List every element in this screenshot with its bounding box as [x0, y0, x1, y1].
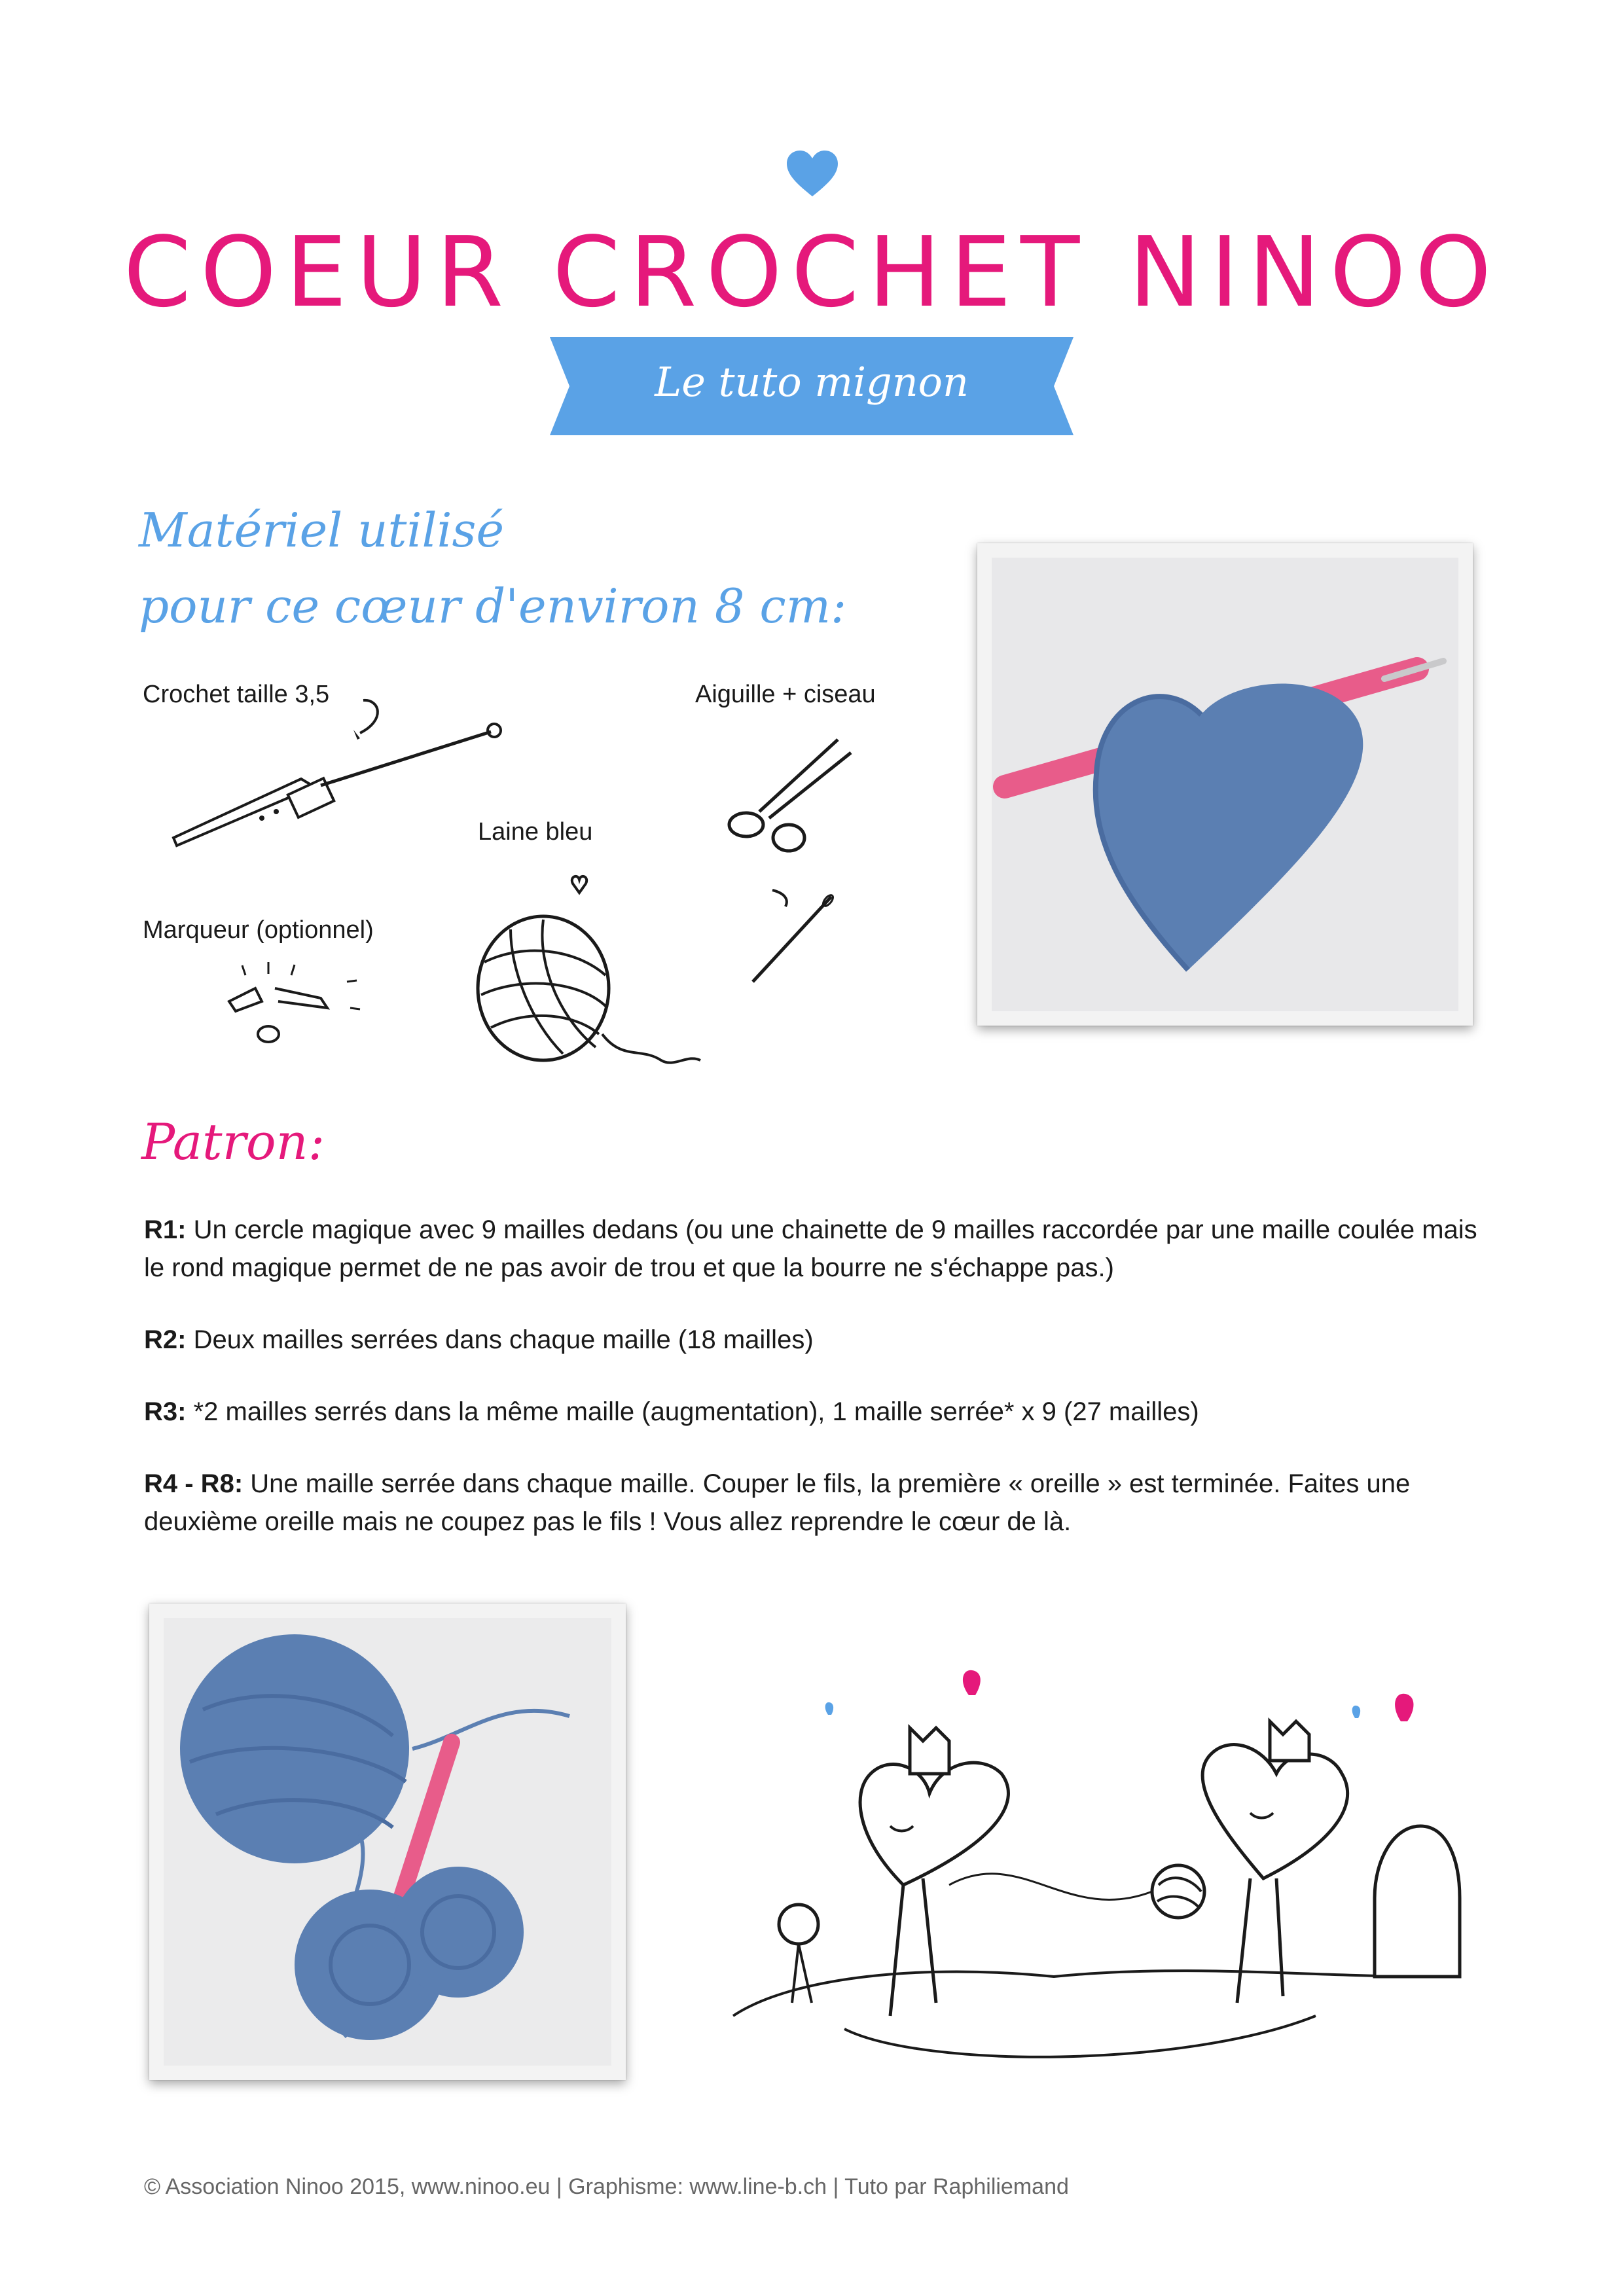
scissors-needle-illustration: [720, 726, 877, 988]
yarn-label: Laine bleu: [478, 818, 593, 846]
materials-heading: [139, 492, 957, 644]
pattern-row-r1: [144, 1211, 1492, 1287]
photo-yarn-and-pieces: [149, 1604, 626, 2080]
photo-crochet-heart: [977, 543, 1473, 1026]
marker-label: Marqueur (optionnel): [143, 916, 374, 944]
row-label: R2:: [144, 1325, 187, 1354]
row-label: R1:: [144, 1215, 187, 1244]
footer-credits: © Association Ninoo 2015, www.ninoo.eu | Graphisme: www.line-b.ch | Tuto par Raphiliemand: [144, 2174, 1069, 2199]
pattern-row-r3: [144, 1393, 1492, 1431]
pattern-heading: Patron:: [141, 1113, 325, 1171]
yarn-ball-illustration: [471, 864, 707, 1080]
row-label: R3:: [144, 1397, 187, 1426]
stitch-marker-illustration: [216, 962, 373, 1060]
row-text: Une maille serrée dans chaque maille. Couper le fils, la première « oreille » est terminée. Faites une deuxième oreille mais ne coupez pas le fils ! Vous allez reprendre le cœur de là.: [144, 1469, 1411, 1536]
pattern-row-r2: [144, 1321, 1492, 1359]
crochet-hook-illustration: [164, 694, 517, 864]
ribbon-subtitle: Le tuto mignon: [655, 358, 969, 406]
page-title: COEUR CROCHET NINOO: [123, 216, 1501, 329]
heart-icon: [785, 149, 839, 198]
materials-heading-line1: Matériel utilisé: [139, 503, 505, 558]
row-label: R4 - R8:: [144, 1469, 244, 1498]
row-text: *2 mailles serrés dans la même maille (augmentation), 1 maille serrée* x 9 (27 mailles): [186, 1397, 1199, 1426]
hearts-couple-illustration: [727, 1610, 1479, 2055]
row-text: Un cercle magique avec 9 mailles dedans (ou une chainette de 9 mailles raccordée par une maille coulée mais le rond magique permet de ne pas avoir de trou et que la bourre ne s'échappe pas.): [144, 1215, 1477, 1282]
row-text: Deux mailles serrées dans chaque maille (18 mailles): [186, 1325, 814, 1354]
materials-heading-line2: pour ce cœur d'environ 8 cm:: [139, 579, 847, 634]
hook-label: Crochet taille 3,5: [143, 681, 330, 708]
needle-label: Aiguille + ciseau: [695, 681, 876, 708]
pattern-row-r4-r8: [144, 1465, 1492, 1541]
